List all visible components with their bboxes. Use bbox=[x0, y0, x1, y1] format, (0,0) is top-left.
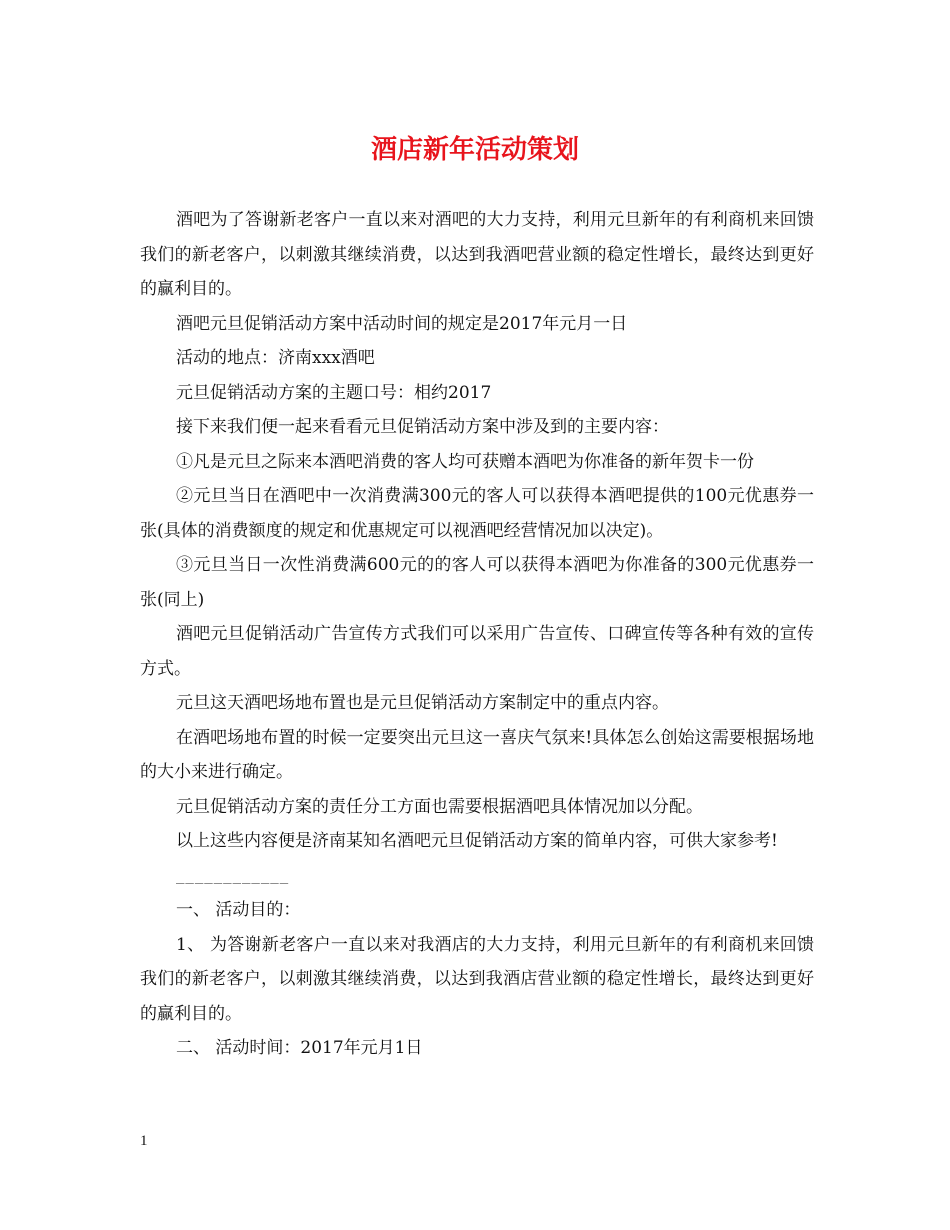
section-heading-time: 二、 活动时间：2017年元月1日 bbox=[176, 1038, 423, 1058]
paragraph-responsibility: 元旦促销活动方案的责任分工方面也需要根据酒吧具体情况加以分配。 bbox=[176, 796, 703, 817]
page-title: 酒店新年活动策划 bbox=[370, 135, 579, 165]
paragraph-intro: 酒吧为了答谢新老客户一直以来对酒吧的大力支持，利用元旦新年的有利商机来回馈我们的新老客户，以刺激其继续消费，以达到我酒吧营业额的稳定性增长，最终达到更好的赢利目的。 bbox=[140, 210, 814, 299]
paragraph-purpose-1: 1、 为答谢新老客户一直以来对我酒店的大力支持，利用元旦新年的有利商机来回馈我们的新老客户，以刺激其继续消费，以达到我酒店营业额的稳定性增长，最终达到更好的赢利目的。 bbox=[140, 934, 814, 1024]
section-heading-purpose: 一、 活动目的： bbox=[176, 900, 301, 920]
paragraph-advertising: 酒吧元旦促销活动广告宣传方式我们可以采用广告宣传、口碑宣传等各种有效的宣传方式。 bbox=[140, 624, 814, 679]
document-body bbox=[140, 203, 814, 1066]
paragraph-activity-time: 酒吧元旦促销活动方案中活动时间的规定是2017年元月一日 bbox=[176, 313, 628, 334]
paragraph-main-content-intro: 接下来我们便一起来看看元旦促销活动方案中涉及到的主要内容： bbox=[176, 417, 669, 437]
paragraph-item-2: ②元旦当日在酒吧中一次消费满300元的客人可以获得本酒吧提供的100元优惠券一张(具体的消费额度的规定和优惠规定可以视酒吧经营情况加以决定)。 bbox=[140, 486, 814, 541]
paragraph-venue-layout: 元旦这天酒吧场地布置也是元旦促销活动方案制定中的重点内容。 bbox=[176, 693, 669, 713]
separator-line: ____________ bbox=[176, 867, 290, 884]
paragraph-venue-detail: 在酒吧场地布置的时候一定要突出元旦这一喜庆气氛来!具体怎么创始这需要根据场地的大小来进行确定。 bbox=[140, 727, 814, 782]
paragraph-theme-slogan: 元旦促销活动方案的主题口号：相约2017 bbox=[176, 382, 492, 403]
paragraph-activity-location: 活动的地点：济南xxx酒吧 bbox=[176, 348, 375, 368]
paragraph-item-3: ③元旦当日一次性消费满600元的的客人可以获得本酒吧为你准备的300元优惠券一张(同上) bbox=[140, 555, 814, 610]
page-number: 1 bbox=[140, 1133, 148, 1149]
paragraph-conclusion: 以上这些内容便是济南某知名酒吧元旦促销活动方案的简单内容，可供大家参考! bbox=[176, 831, 778, 851]
paragraph-item-1: ①凡是元旦之际来本酒吧消费的客人均可获赠本酒吧为你准备的新年贺卡一份 bbox=[176, 451, 754, 472]
